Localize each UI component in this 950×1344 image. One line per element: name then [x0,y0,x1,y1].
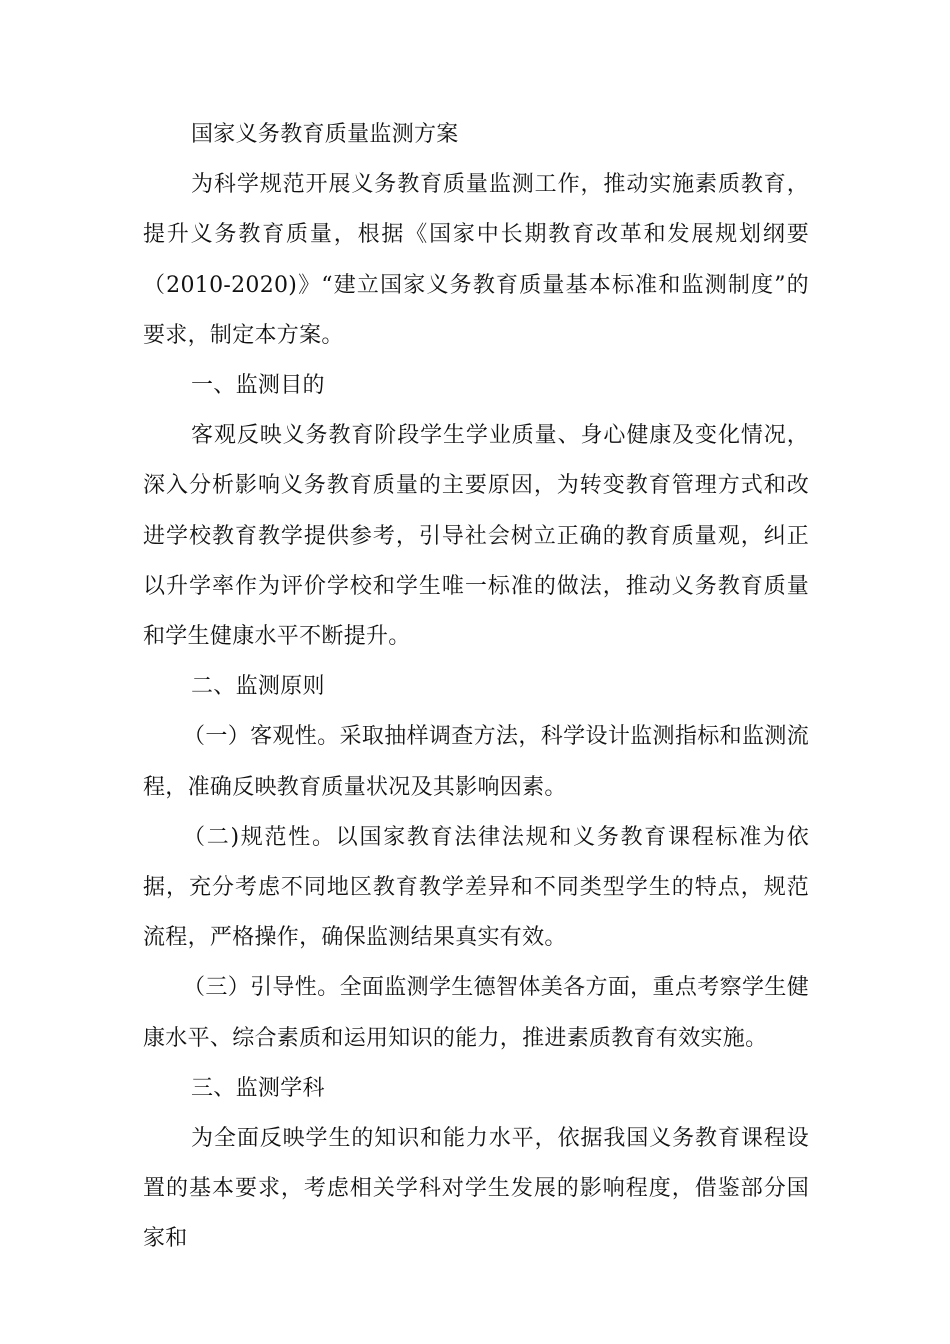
section-heading-principles: 二、监测原则 [191,674,325,700]
document-title: 国家义务教育质量监测方案 [191,122,459,147]
purpose-paragraph: 客观反映义务教育阶段学生学业质量、身心健康及变化情况，深入分析影响义务教育质量的主要原因，为转变教育管理方式和改进学校教育教学提供参考，引导社会树立正确的教育质量观，纠正以升学率作为评价学校和学生唯一标准的做法，推动义务教育质量和学生健康水平不断提升。 [143,423,809,650]
section-heading-purpose: 一、监测目的 [191,373,325,399]
subjects-paragraph: 为全面反映学生的知识和能力水平，依据我国义务教育课程设置的基本要求，考虑相关学科对学生发展的影响程度，借鉴部分国家和 [143,1126,809,1252]
intro-paragraph: 为科学规范开展义务教育质量监测工作，推动实施素质教育，提升义务教育质量，根据《国家中长期教育改革和发展规划纲要（2010-2020)》“建立国家义务教育质量基本标准和监测制度”的要求，制定本方案。 [143,172,809,348]
section-heading-subjects: 三、监测学科 [191,1075,325,1101]
principle-standardization: （二)规范性。以国家教育法律法规和义务教育课程标准为依据，充分考虑不同地区教育教学差异和不同类型学生的特点，规范流程，严格操作，确保监测结果真实有效。 [143,824,809,951]
principle-guidance: （三）引导性。全面监测学生德智体美各方面，重点考察学生健康水平、综合素质和运用知识的能力，推进素质教育有效实施。 [143,975,809,1051]
document-body [143,110,809,1265]
principle-objectivity: （一）客观性。采取抽样调查方法，科学设计监测指标和监测流程，准确反映教育质量状况及其影响因素。 [143,724,809,800]
